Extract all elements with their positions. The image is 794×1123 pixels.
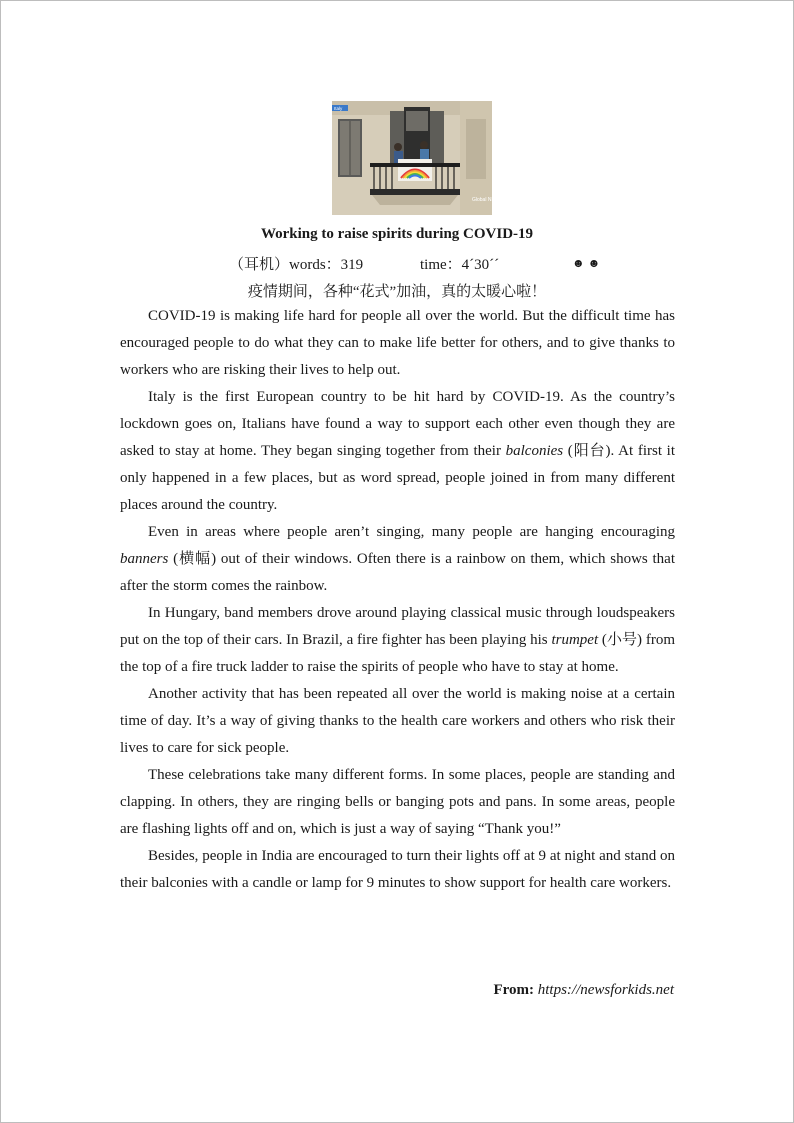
paragraph-text: Italy is the first European country to be hit hard by COVID-19. As the country’s lockdown goes on, Italians have found a way to support each other even though they are asked to stay at home. They began singing together from their	[120, 389, 675, 459]
label-prefix: （耳机）words：	[229, 257, 341, 273]
paragraph-text: COVID-19 is making life hard for people all over the world. But the difficult time has encouraged people to do what they can to make life better for others, and to give thanks to workers who are risking their lives to help out.	[120, 308, 675, 378]
paragraph-text: (横幅) out of their windows. Often there is a rainbow on them, which shows that after the storm comes the rainbow.	[120, 551, 675, 594]
paragraph	[120, 519, 675, 600]
source-line	[493, 982, 674, 999]
photo-banner-text: Italy	[334, 106, 343, 111]
italic-term: banners	[120, 551, 169, 567]
article-title: Working to raise spirits during COVID-19	[260, 226, 534, 242]
article-photo	[332, 101, 503, 215]
time-label: time：	[420, 257, 462, 273]
photo-watermark: Global NEWS	[472, 197, 503, 203]
source-link[interactable]: https://newsforkids.net	[537, 982, 674, 998]
paragraph-text: (阳台). At first it only happened in a few places, but as word spread, people joined in from many different places around the country.	[120, 443, 675, 513]
paragraph-text: Another activity that has been repeated all over the world is making noise at a certain time of day. It’s a way of giving thanks to the health care workers and others who risk their lives to care for sick people.	[120, 686, 675, 756]
reading-time	[420, 253, 499, 274]
italic-term: balconies	[505, 443, 564, 459]
paragraph	[120, 384, 675, 519]
paragraph	[120, 681, 675, 762]
paragraph-text: Even in areas where people aren’t singing, many people are hanging encouraging	[148, 524, 675, 540]
paragraph	[120, 762, 675, 843]
paragraph-text: (小号) from the top of a fire truck ladder to raise the spirits of people who have to stay at home.	[120, 632, 676, 675]
article-body	[120, 303, 675, 897]
chinese-subtitle: 疫情期间，各种“花式”加油，真的太暖心啦！	[247, 284, 547, 300]
italic-term: trumpet	[551, 632, 599, 648]
paragraph-text: In Hungary, band members drove around playing classical music through loudspeakers put on the top of their cars. In Brazil, a fire fighter has been playing his	[120, 605, 675, 648]
word-count-label	[229, 253, 363, 274]
paragraph-text: Besides, people in India are encouraged to turn their lights off at 9 at night and stand on their balconies with a candle or lamp for 9 minutes to show support for health care workers.	[120, 848, 675, 891]
paragraph-text: These celebrations take many different forms. In some places, people are standing and clapping. In others, they are ringing bells or banging pots and pans. In some areas, people are flashing lights off and on, which is just a way of saying “Thank you!”	[120, 767, 675, 837]
paragraph	[120, 600, 675, 681]
paragraph	[120, 843, 675, 897]
source-label: From:	[493, 982, 534, 998]
paragraph	[120, 303, 675, 384]
balcony-photo-illustration	[332, 101, 503, 215]
word-count: 319	[340, 257, 364, 273]
smiley-icon: ☻ ☻	[572, 256, 601, 270]
time-value: 4´30´´	[461, 257, 500, 273]
